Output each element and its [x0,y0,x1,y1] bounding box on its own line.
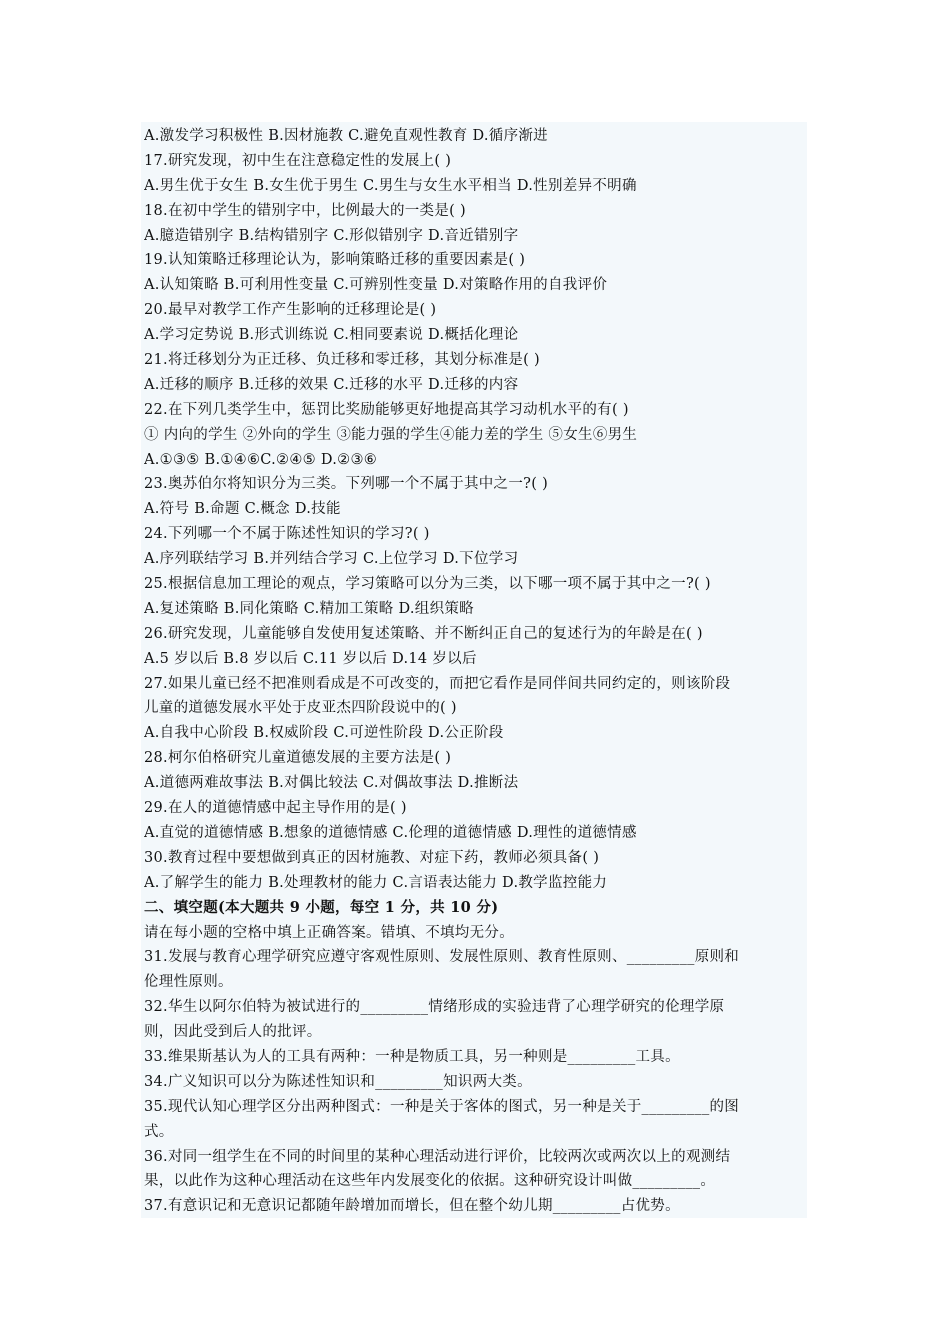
question-19: 19.认知策略迁移理论认为，影响策略迁移的重要因素是( ) [144,252,526,269]
option-line: A.学习定势说 B.形式训练说 C.相同要素说 D.概括化理论 [144,327,519,344]
question-27-cont: 儿童的道德发展水平处于皮亚杰四阶段说中的( ) [144,700,457,717]
question-21: 21.将迁移划分为正迁移、负迁移和零迁移，其划分标准是( ) [144,352,540,369]
question-20: 20.最早对教学工作产生影响的迁移理论是( ) [144,302,437,319]
option-line: A.了解学生的能力 B.处理教材的能力 C.言语表达能力 D.教学监控能力 [144,874,608,891]
option-line: A.激发学习积极性 B.因材施教 C.避免直观性教育 D.循序渐进 [144,128,548,144]
question-22: 22.在下列几类学生中，惩罚比奖励能够更好地提高其学习动机水平的有( ) [144,401,629,418]
option-line: A.臆造错别字 B.结构错别字 C.形似错别字 D.音近错别字 [144,227,519,244]
question-35-cont: 式。 [144,1123,174,1140]
option-line: A.认知策略 B.可利用性变量 C.可辨别性变量 D.对策略作用的自我评价 [144,277,608,294]
question-36: 36.对同一组学生在不同的时间里的某种心理活动进行评价，比较两次或两次以上的观测结 [144,1148,731,1165]
question-32: 32.华生以阿尔伯特为被试进行的_________情绪形成的实验违背了心理学研究的伦理学原 [144,999,725,1016]
question-24: 24.下列哪一个不属于陈述性知识的学习?( ) [144,526,430,543]
option-line: A.迁移的顺序 B.迁移的效果 C.迁移的水平 D.迁移的内容 [144,376,519,393]
question-17: 17.研究发现，初中生在注意稳定性的发展上( ) [144,152,452,169]
question-22-items: ① 内向的学生 ②外向的学生 ③能力强的学生④能力差的学生 ⑤女生⑥男生 [144,426,638,443]
option-line: A.复述策略 B.同化策略 C.精加工策略 D.组织策略 [144,600,474,617]
option-line: A.男生优于女生 B.女生优于男生 C.男生与女生水平相当 D.性别差异不明确 [144,177,637,194]
question-33: 33.维果斯基认为人的工具有两种：一种是物质工具，另一种则是_________工具。 [144,1048,680,1065]
question-35: 35.现代认知心理学区分出两种图式：一种是关于客体的图式，另一种是关于_________的图 [144,1098,740,1115]
question-32-cont: 则，因此受到后人的批评。 [144,1024,322,1041]
question-34: 34.广义知识可以分为陈述性知识和_________知识两大类。 [144,1073,532,1090]
option-line: A.符号 B.命题 C.概念 D.技能 [144,501,341,518]
option-line: A.道德两难故事法 B.对偶比较法 C.对偶故事法 D.推断法 [144,775,519,792]
question-25: 25.根据信息加工理论的观点，学习策略可以分为三类，以下哪一项不属于其中之一?( ) [144,576,711,593]
question-26: 26.研究发现，儿童能够自发使用复述策略、并不断纠正自己的复述行为的年龄是在( ) [144,625,703,642]
question-31-cont: 伦理性原则。 [144,974,233,991]
question-37: 37.有意识记和无意识记都随年龄增加而增长，但在整个幼儿期_________占优势。 [144,1198,680,1215]
section-instructions: 请在每小题的空格中填上正确答案。错填、不填均无分。 [144,924,514,941]
option-line: A.直觉的道德情感 B.想象的道德情感 C.伦理的道德情感 D.理性的道德情感 [144,824,637,841]
question-23: 23.奥苏伯尔将知识分为三类。下列哪一个不属于其中之一?( ) [144,476,549,493]
question-36-cont: 果，以此作为这种心理活动在这些年内发展变化的依据。这种研究设计叫做_________。 [144,1173,716,1190]
document-page [141,122,807,1218]
question-29: 29.在人的道德情感中起主导作用的是( ) [144,800,407,817]
option-line: A.自我中心阶段 B.权威阶段 C.可逆性阶段 D.公正阶段 [144,725,504,742]
question-18: 18.在初中学生的错别字中，比例最大的一类是( ) [144,202,466,219]
option-line: A.①③⑤ B.①④⑥C.②④⑤ D.②③⑥ [144,451,378,468]
question-27: 27.如果儿童已经不把准则看成是不可改变的，而把它看作是同伴间共同约定的，则该阶段 [144,675,731,692]
question-28: 28.柯尔伯格研究儿童道德发展的主要方法是( ) [144,750,452,767]
option-line: A.5 岁以后 B.8 岁以后 C.11 岁以后 D.14 岁以后 [144,650,477,667]
option-line: A.序列联结学习 B.并列结合学习 C.上位学习 D.下位学习 [144,551,519,568]
question-30: 30.教育过程中要想做到真正的因材施教、对症下药，教师必须具备( ) [144,849,600,866]
question-31: 31.发展与教育心理学研究应遵守客观性原则、发展性原则、教育性原则、_________原则和 [144,949,740,966]
section-heading: 二、填空题(本大题共 9 小题，每空 1 分，共 10 分) [144,898,499,916]
